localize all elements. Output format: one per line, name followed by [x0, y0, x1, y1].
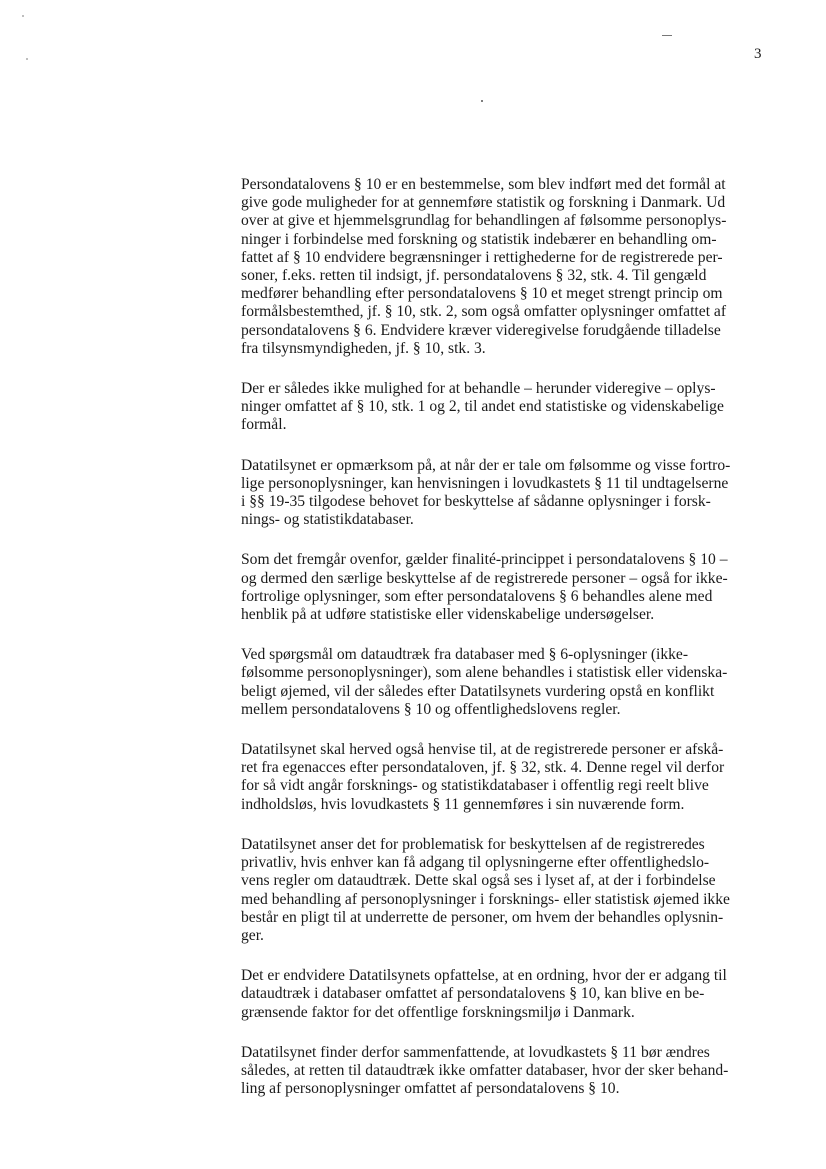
scan-speck: [22, 15, 24, 17]
text-line: Ved spørgsmål om dataudtræk fra databaser med § 6-oplysninger (ikke-: [241, 646, 689, 664]
text-line: nings- og statistikdatabaser.: [241, 511, 414, 529]
text-line: over at give et hjemmelsgrundlag for behandlingen af følsomme personoplys-: [241, 212, 727, 230]
document-body: [241, 176, 769, 1120]
scan-artifact: [662, 35, 672, 36]
text-line: lige personoplysninger, kan henvisningen i lovudkastets § 11 til undtagelserne: [241, 474, 729, 492]
paragraph: [241, 551, 769, 624]
text-line: følsomme personoplysninger), som alene behandles i statistisk eller videnska-: [241, 664, 728, 682]
text-line: i §§ 19-35 tilgodese behovet for beskyttelse af sådanne oplysninger i forsk-: [241, 493, 711, 511]
text-line: beligt øjemed, vil der således efter Datatilsynets vurdering opstå en konflikt: [241, 682, 715, 700]
text-line: ret fra egenacces efter persondataloven, jf. § 32, stk. 4. Denne regel vil derfor: [241, 759, 725, 777]
scan-speck: [26, 58, 28, 60]
text-line: soner, f.eks. retten til indsigt, jf. persondatalovens § 32, stk. 4. Til gengæld: [241, 267, 707, 285]
text-line: grænsende faktor for det offentlige forskningsmiljø i Danmark.: [241, 1003, 635, 1021]
text-line: Datatilsynet skal herved også henvise til, at de registrerede personer er afskå-: [241, 741, 724, 759]
page-number: 3: [754, 46, 762, 62]
text-line: indholdsløs, hvis lovudkastets § 11 gennemføres i sin nuværende form.: [241, 795, 685, 813]
text-line: og dermed den særlige beskyttelse af de registrerede personer – også for ikke-: [241, 569, 728, 587]
text-line: ger.: [241, 926, 264, 944]
text-line: ninger omfattet af § 10, stk. 1 og 2, til andet end statistiske og videnskabelige: [241, 398, 724, 416]
paragraph: [241, 967, 769, 1022]
paragraph: [241, 457, 769, 530]
text-line: fra tilsynsmyndigheden, jf. § 10, stk. 3.: [241, 339, 486, 357]
text-line: persondatalovens § 6. Endvidere kræver videregivelse forudgående tilladelse: [241, 321, 721, 339]
text-line: give gode muligheder for at gennemføre statistik og forskning i Danmark. Ud: [241, 194, 726, 212]
text-line: vens regler om dataudtræk. Dette skal også ses i lyset af, at der i forbindelse: [241, 872, 716, 890]
paragraph: [241, 380, 769, 435]
text-line: Datatilsynet er opmærksom på, at når der er tale om følsomme og visse fortro-: [241, 456, 731, 474]
text-line: mellem persondatalovens § 10 og offentlighedslovens regler.: [241, 700, 621, 718]
text-line: således, at retten til dataudtræk ikke omfatter databaser, hvor der sker behand-: [241, 1061, 729, 1079]
scan-speck: [481, 100, 483, 102]
text-line: for så vidt angår forsknings- og statistikdatabaser i offentlig regi reelt blive: [241, 777, 709, 795]
paragraph: [241, 836, 769, 945]
text-line: formål.: [241, 416, 287, 434]
text-line: Som det fremgår ovenfor, gælder finalité-princippet i persondatalovens § 10 –: [241, 551, 728, 569]
text-line: dataudtræk i databaser omfattet af persondatalovens § 10, kan blive en be-: [241, 985, 705, 1003]
text-line: medfører behandling efter persondatalovens § 10 et meget strengt princip om: [241, 285, 723, 303]
text-line: Datatilsynet finder derfor sammenfattende, at lovudkastets § 11 bør ændres: [241, 1043, 710, 1061]
text-line: henblik på at udføre statistiske eller videnskabelige undersøgelser.: [241, 606, 655, 624]
text-line: Datatilsynet anser det for problematisk for beskyttelsen af de registreredes: [241, 835, 705, 853]
text-line: med behandling af personoplysninger i forsknings- eller statistisk øjemed ikke: [241, 890, 730, 908]
text-line: Der er således ikke mulighed for at behandle – herunder videregive – oplys-: [241, 380, 716, 398]
text-line: Det er endvidere Datatilsynets opfattelse, at en ordning, hvor der er adgang til: [241, 967, 727, 985]
text-line: ling af personoplysninger omfattet af persondatalovens § 10.: [241, 1080, 620, 1098]
text-line: formålsbestemthed, jf. § 10, stk. 2, som også omfatter oplysninger omfattet af: [241, 303, 727, 321]
text-line: Persondatalovens § 10 er en bestemmelse, som blev indført med det formål at: [241, 176, 726, 193]
text-line: fortrolige oplysninger, som efter persondatalovens § 6 behandles alene med: [241, 587, 713, 605]
paragraph: [241, 1044, 769, 1099]
text-line: ninger i forbindelse med forskning og statistik indebærer en behandling om-: [241, 230, 717, 248]
text-line: privatliv, hvis enhver kan få adgang til oplysningerne efter offentlighedslo-: [241, 854, 710, 872]
paragraph: [241, 176, 769, 358]
paragraph: [241, 646, 769, 719]
text-line: fattet af § 10 endvidere begrænsninger i rettighederne for de registrerede per-: [241, 248, 723, 266]
text-line: består en pligt til at underrette de personer, om hvem der behandles oplysnin-: [241, 908, 724, 926]
paragraph: [241, 741, 769, 814]
